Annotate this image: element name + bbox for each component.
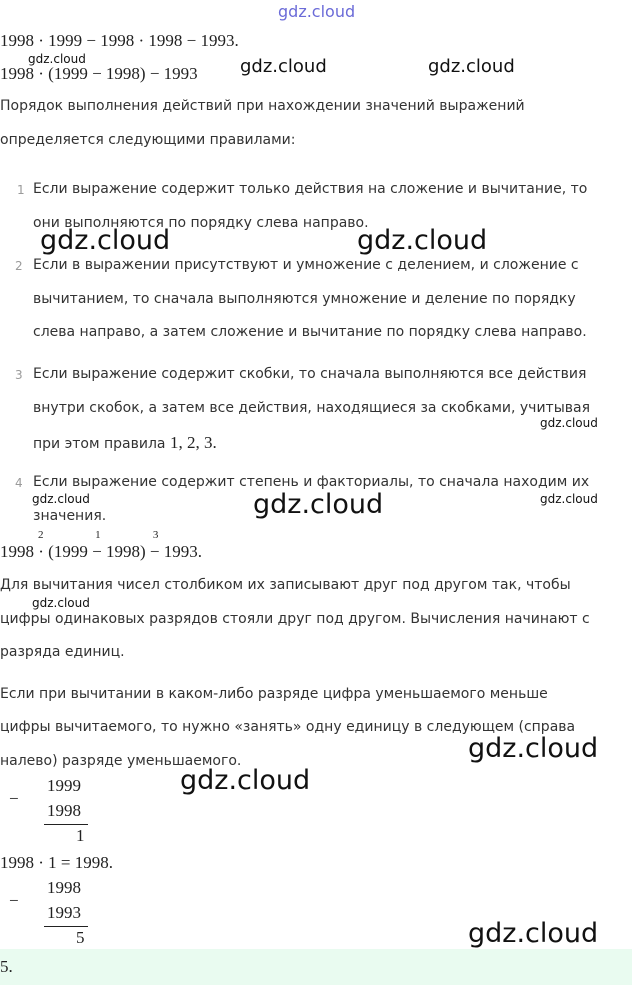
rule-text: Если в выражении присутствуют и умножение с делением, и сложение с bbox=[33, 257, 579, 273]
watermark: gdz.cloud bbox=[428, 56, 515, 77]
rule-number: 2 bbox=[15, 259, 23, 273]
paragraph-line: Для вычитания чисел столбиком их записывают друг под другом так, чтобы bbox=[0, 577, 571, 593]
multiplication: 1998 · 1 = 1998. bbox=[0, 853, 113, 872]
intro-line-1: Порядок выполнения действий при нахождении значений выражений bbox=[0, 98, 525, 114]
paragraph-line: Если при вычитании в каком-либо разряде цифра уменьшаемого меньше bbox=[0, 686, 548, 702]
column-rule bbox=[44, 824, 88, 825]
rule-number: 4 bbox=[15, 476, 23, 490]
expression-1: 1998 · 1999 − 1998 · 1998 − 1993. bbox=[0, 31, 239, 50]
minus-sign: − bbox=[9, 789, 19, 808]
rule-text: при этом правила 1, 2, 3. bbox=[33, 433, 217, 452]
watermark: gdz.cloud bbox=[32, 596, 90, 610]
paragraph-line: цифры одинаковых разрядов стояли друг под другом. Вычисления начинают с bbox=[0, 611, 590, 627]
minuend: 1998 bbox=[47, 878, 81, 897]
rule-number: 1 bbox=[17, 183, 25, 197]
minuend: 1999 bbox=[47, 776, 81, 795]
paragraph-line: налево) разряде уменьшаемого. bbox=[0, 753, 242, 769]
answer-box bbox=[0, 949, 632, 985]
rule-text: вычитанием, то сначала выполняются умножение и деление по порядку bbox=[33, 291, 576, 307]
watermark: gdz.cloud bbox=[40, 225, 171, 256]
rule-text: внутри скобок, а затем все действия, находящиеся за скобками, учитывая bbox=[33, 400, 591, 416]
watermark: gdz.cloud bbox=[28, 52, 86, 66]
watermark-top: gdz.cloud bbox=[278, 2, 356, 21]
minus-sign: − bbox=[9, 891, 19, 910]
watermark: gdz.cloud bbox=[540, 416, 598, 430]
rule-text: значения. bbox=[33, 508, 107, 524]
watermark: gdz.cloud bbox=[240, 56, 327, 77]
ordered-expression: 1998 · 2 (1999 − 1 1998) − 3 1993. bbox=[0, 529, 202, 561]
watermark: gdz.cloud bbox=[253, 489, 384, 520]
watermark: gdz.cloud bbox=[180, 765, 311, 796]
rule-text: они выполняются по порядку слева направо. bbox=[33, 215, 369, 231]
expression-2: 1998 · (1999 − 1998) − 1993 bbox=[0, 64, 198, 83]
rule-text: слева направо, а затем сложение и вычитание по порядку слева направо. bbox=[33, 324, 587, 340]
rule-number: 3 bbox=[15, 368, 23, 382]
subtrahend: 1998 bbox=[47, 801, 81, 820]
watermark: gdz.cloud bbox=[468, 918, 599, 949]
rule-text: Если выражение содержит скобки, то сначала выполняются все действия bbox=[33, 366, 587, 382]
answer: 5. bbox=[0, 957, 13, 976]
intro-line-2: определяется следующими правилами: bbox=[0, 132, 296, 148]
rule-text: Если выражение содержит степень и факториалы, то сначала находим их bbox=[33, 474, 590, 490]
paragraph-line: цифры вычитаемого, то нужно «занять» одну единицу в следующем (справа bbox=[0, 719, 576, 735]
difference: 5 bbox=[76, 928, 85, 947]
watermark: gdz.cloud bbox=[540, 492, 598, 506]
watermark: gdz.cloud bbox=[357, 225, 488, 256]
difference: 1 bbox=[76, 826, 85, 845]
column-rule bbox=[44, 926, 88, 927]
rule-text: Если выражение содержит только действия на сложение и вычитание, то bbox=[33, 181, 588, 197]
watermark: gdz.cloud bbox=[468, 733, 599, 764]
paragraph-line: разряда единиц. bbox=[0, 644, 125, 660]
subtrahend: 1993 bbox=[47, 903, 81, 922]
watermark: gdz.cloud bbox=[32, 492, 90, 506]
